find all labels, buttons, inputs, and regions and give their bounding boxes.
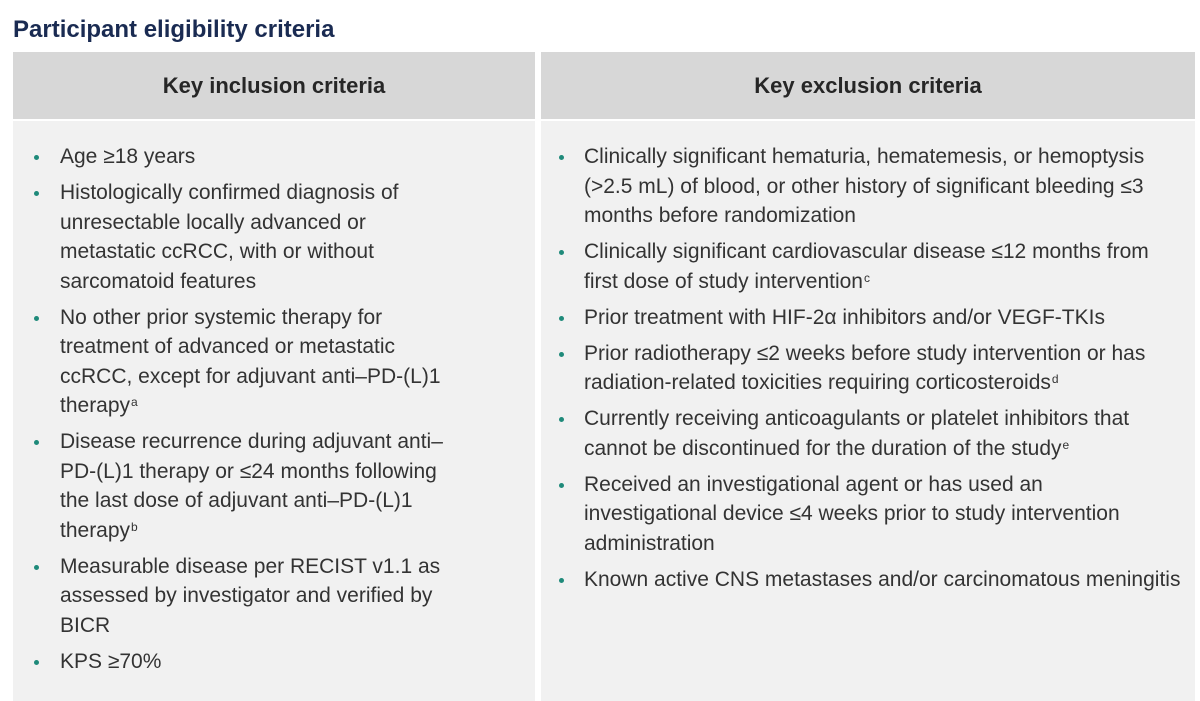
criterion-text: Histologically confirmed diagnosis of unresectable locally advanced or metastatic ccRCC, with or without sarcomatoid features	[60, 181, 399, 293]
criterion-text: Currently receiving anticoagulants or platelet inhibitors that cannot be discontinued for the duration of the study	[584, 407, 1130, 460]
exclusion-item	[541, 565, 1184, 595]
inclusion-item	[13, 303, 460, 421]
bullet-icon	[559, 352, 564, 357]
inclusion-panel	[13, 52, 535, 701]
inclusion-item	[13, 647, 535, 677]
criterion-text: Clinically significant cardiovascular disease ≤12 months from first dose of study intervention	[584, 240, 1149, 293]
exclusion-item	[541, 470, 1124, 559]
bullet-icon	[34, 191, 39, 196]
bullet-icon	[559, 417, 564, 422]
bullet-icon	[34, 440, 39, 445]
bullet-icon	[34, 155, 39, 160]
criterion-text: Received an investigational agent or has used an investigational device ≤4 weeks prior to study intervention administration	[584, 472, 1120, 555]
footnote-marker: c	[863, 270, 870, 285]
exclusion-item	[541, 237, 1184, 296]
footnote-marker: a	[131, 395, 138, 409]
exclusion-header: Key exclusion criteria	[541, 52, 1195, 121]
bullet-icon	[559, 250, 564, 255]
exclusion-item	[541, 142, 1154, 231]
exclusion-panel	[541, 52, 1195, 701]
inclusion-item	[13, 178, 445, 296]
exclusion-list	[541, 142, 1195, 601]
bullet-icon	[559, 155, 564, 160]
exclusion-item	[541, 303, 1189, 333]
inclusion-header: Key inclusion criteria	[13, 52, 535, 121]
footnote-marker: b	[131, 519, 138, 534]
exclusion-item	[541, 404, 1184, 463]
criterion-text: Prior radiotherapy ≤2 weeks before study intervention or has radiation-related toxicities requiring corticosteroids	[584, 341, 1146, 394]
criterion-text: KPS ≥70%	[60, 649, 162, 673]
criterion-text: Clinically significant hematuria, hematemesis, or hemoptysis (>2.5 mL) of blood, or other history of significant bleeding ≤3 months before randomization	[584, 145, 1145, 227]
bullet-icon	[34, 660, 39, 665]
criterion-text: Measurable disease per RECIST v1.1 as assessed by investigator and verified by BICR	[60, 554, 441, 637]
inclusion-item	[13, 427, 460, 545]
criterion-text: Age ≥18 years	[60, 145, 196, 168]
criterion-text: Known active CNS metastases and/or carcinomatous meningitis	[584, 567, 1181, 591]
bullet-icon	[559, 578, 564, 583]
inclusion-item	[13, 142, 535, 172]
bullet-icon	[559, 316, 564, 321]
page-title: Participant eligibility criteria	[13, 16, 335, 43]
exclusion-item	[541, 339, 1189, 398]
bullet-icon	[34, 565, 39, 570]
footnote-marker: e	[1062, 437, 1070, 452]
inclusion-list	[13, 142, 535, 683]
bullet-icon	[559, 483, 564, 488]
inclusion-item	[13, 552, 455, 641]
criterion-text: Disease recurrence during adjuvant anti–PD-(L)1 therapy or ≤24 months following the last dose of adjuvant anti–PD-(L)1 therapy	[60, 430, 443, 542]
criterion-text: Prior treatment with HIF-2α inhibitors and/or VEGF-TKIs	[584, 305, 1105, 329]
criterion-text: No other prior systemic therapy for treatment of advanced or metastatic ccRCC, except for adjuvant anti–PD-(L)1 therapy	[60, 305, 441, 417]
bullet-icon	[34, 316, 39, 321]
footnote-marker: d	[1051, 372, 1059, 386]
